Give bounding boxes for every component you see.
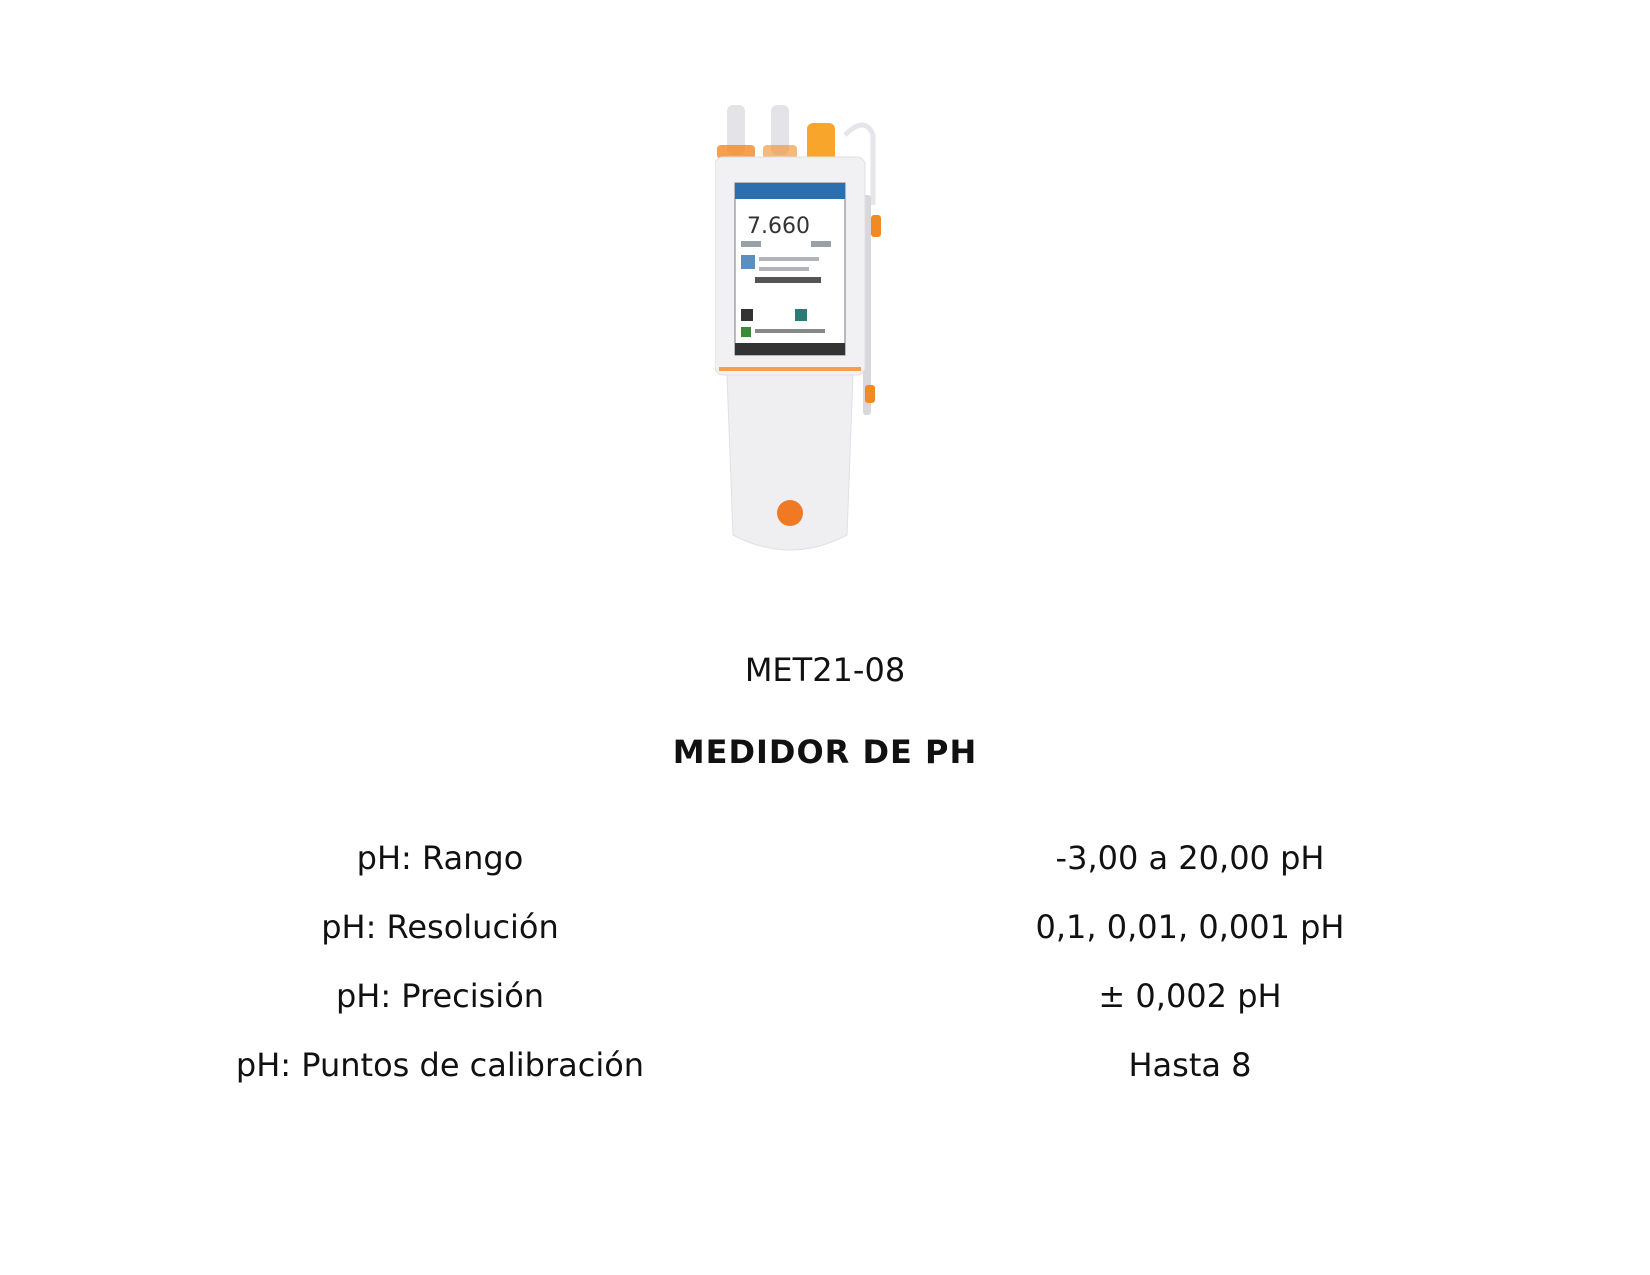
spec-table bbox=[0, 838, 1650, 1114]
spec-row bbox=[0, 976, 1650, 1045]
spec-row bbox=[0, 907, 1650, 976]
device-screen-reading: 7.660 bbox=[747, 214, 810, 239]
spec-value: -3,00 a 20,00 pH bbox=[1055, 839, 1325, 877]
spec-value: ± 0,002 pH bbox=[1098, 977, 1282, 1015]
product-model-code: MET21-08 bbox=[744, 651, 906, 689]
spec-label: pH: Precisión bbox=[335, 977, 545, 1015]
spec-row bbox=[0, 838, 1650, 907]
spec-row bbox=[0, 1045, 1650, 1114]
spec-value: Hasta 8 bbox=[1128, 1046, 1252, 1084]
spec-label: pH: Puntos de calibración bbox=[235, 1046, 645, 1084]
product-title: MEDIDOR DE PH bbox=[672, 733, 978, 771]
spec-value: 0,1, 0,01, 0,001 pH bbox=[1035, 908, 1345, 946]
spec-label: pH: Rango bbox=[356, 839, 524, 877]
spec-label: pH: Resolución bbox=[321, 908, 559, 946]
product-image-ph-meter bbox=[715, 95, 945, 595]
